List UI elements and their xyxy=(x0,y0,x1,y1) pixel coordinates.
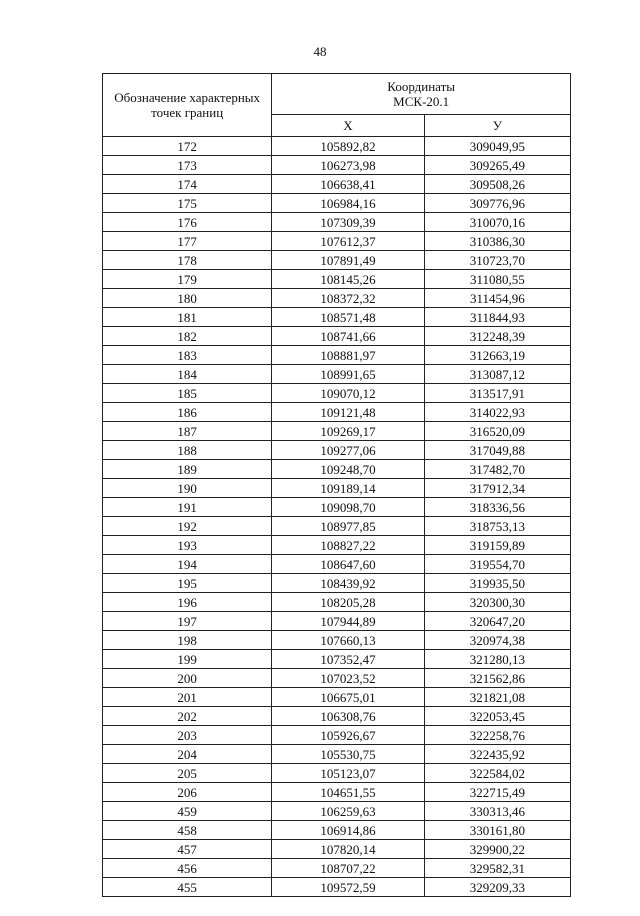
table-row xyxy=(103,840,571,859)
x-coordinate-cell: 108372,32 xyxy=(272,289,424,308)
point-number-cell: 195 xyxy=(103,574,272,593)
point-number-cell: 174 xyxy=(103,175,272,194)
x-coordinate-cell: 107612,37 xyxy=(272,232,424,251)
table-row xyxy=(103,764,571,783)
x-coordinate-cell: 106259,63 xyxy=(272,802,424,821)
point-number-cell: 204 xyxy=(103,745,272,764)
table-row xyxy=(103,574,571,593)
table-row xyxy=(103,213,571,232)
point-number-cell: 457 xyxy=(103,840,272,859)
x-coordinate-cell: 109098,70 xyxy=(272,498,424,517)
header-coordinates-title: Координаты xyxy=(387,78,456,94)
header-y: У xyxy=(424,114,570,136)
y-coordinate-cell: 322053,45 xyxy=(424,707,570,726)
table-row xyxy=(103,612,571,631)
table-row xyxy=(103,346,571,365)
table-row xyxy=(103,156,571,175)
y-coordinate-cell: 329900,22 xyxy=(424,840,570,859)
y-coordinate-cell: 322584,02 xyxy=(424,764,570,783)
table-row xyxy=(103,175,571,194)
point-number-cell: 173 xyxy=(103,156,272,175)
table-row xyxy=(103,384,571,403)
point-number-cell: 183 xyxy=(103,346,272,365)
y-coordinate-cell: 330161,80 xyxy=(424,821,570,840)
table-row xyxy=(103,878,571,897)
y-coordinate-cell: 319554,70 xyxy=(424,555,570,574)
y-coordinate-cell: 317912,34 xyxy=(424,479,570,498)
y-coordinate-cell: 329209,33 xyxy=(424,878,570,897)
x-coordinate-cell: 108439,92 xyxy=(272,574,424,593)
x-coordinate-cell: 109189,14 xyxy=(272,479,424,498)
y-coordinate-cell: 330313,46 xyxy=(424,802,570,821)
point-number-cell: 200 xyxy=(103,669,272,688)
header-coordinates xyxy=(272,74,571,115)
x-coordinate-cell: 105926,67 xyxy=(272,726,424,745)
point-number-cell: 187 xyxy=(103,422,272,441)
table-row xyxy=(103,479,571,498)
table-row xyxy=(103,707,571,726)
point-number-cell: 206 xyxy=(103,783,272,802)
x-coordinate-cell: 108145,26 xyxy=(272,270,424,289)
y-coordinate-cell: 313517,91 xyxy=(424,384,570,403)
y-coordinate-cell: 319159,89 xyxy=(424,536,570,555)
header-point-designation: Обозначение характерных точек границ xyxy=(103,74,272,137)
table-row xyxy=(103,270,571,289)
point-number-cell: 172 xyxy=(103,137,272,156)
coordinates-table xyxy=(102,73,571,897)
y-coordinate-cell: 317482,70 xyxy=(424,460,570,479)
x-coordinate-cell: 106914,86 xyxy=(272,821,424,840)
table-row xyxy=(103,631,571,650)
x-coordinate-cell: 106675,01 xyxy=(272,688,424,707)
table-row xyxy=(103,422,571,441)
x-coordinate-cell: 108741,66 xyxy=(272,327,424,346)
table-row xyxy=(103,726,571,745)
x-coordinate-cell: 107944,89 xyxy=(272,612,424,631)
point-number-cell: 186 xyxy=(103,403,272,422)
table-row xyxy=(103,194,571,213)
x-coordinate-cell: 108977,85 xyxy=(272,517,424,536)
y-coordinate-cell: 312248,39 xyxy=(424,327,570,346)
y-coordinate-cell: 321821,08 xyxy=(424,688,570,707)
x-coordinate-cell: 106984,16 xyxy=(272,194,424,213)
x-coordinate-cell: 105530,75 xyxy=(272,745,424,764)
x-coordinate-cell: 107660,13 xyxy=(272,631,424,650)
x-coordinate-cell: 108991,65 xyxy=(272,365,424,384)
table-row xyxy=(103,517,571,536)
table-row xyxy=(103,669,571,688)
x-coordinate-cell: 106273,98 xyxy=(272,156,424,175)
y-coordinate-cell: 314022,93 xyxy=(424,403,570,422)
x-coordinate-cell: 109248,70 xyxy=(272,460,424,479)
point-number-cell: 177 xyxy=(103,232,272,251)
y-coordinate-cell: 309265,49 xyxy=(424,156,570,175)
point-number-cell: 456 xyxy=(103,859,272,878)
x-coordinate-cell: 108571,48 xyxy=(272,308,424,327)
x-coordinate-cell: 108647,60 xyxy=(272,555,424,574)
table-row xyxy=(103,783,571,802)
y-coordinate-cell: 310070,16 xyxy=(424,213,570,232)
point-number-cell: 201 xyxy=(103,688,272,707)
x-coordinate-cell: 109269,17 xyxy=(272,422,424,441)
table-row xyxy=(103,650,571,669)
point-number-cell: 175 xyxy=(103,194,272,213)
y-coordinate-cell: 320647,20 xyxy=(424,612,570,631)
point-number-cell: 203 xyxy=(103,726,272,745)
table-row xyxy=(103,327,571,346)
table-row xyxy=(103,536,571,555)
header-coordinate-system: МСК-20.1 xyxy=(393,93,450,109)
x-coordinate-cell: 108827,22 xyxy=(272,536,424,555)
point-number-cell: 180 xyxy=(103,289,272,308)
table-row xyxy=(103,859,571,878)
y-coordinate-cell: 321280,13 xyxy=(424,650,570,669)
table-row xyxy=(103,365,571,384)
y-coordinate-cell: 322715,49 xyxy=(424,783,570,802)
page-number: 48 xyxy=(313,44,327,59)
table-row xyxy=(103,137,571,156)
table-row xyxy=(103,745,571,764)
point-number-cell: 197 xyxy=(103,612,272,631)
table-header xyxy=(103,74,571,137)
y-coordinate-cell: 311080,55 xyxy=(424,270,570,289)
x-coordinate-cell: 107023,52 xyxy=(272,669,424,688)
point-number-cell: 190 xyxy=(103,479,272,498)
x-coordinate-cell: 104651,55 xyxy=(272,783,424,802)
point-number-cell: 205 xyxy=(103,764,272,783)
table-row xyxy=(103,232,571,251)
y-coordinate-cell: 309508,26 xyxy=(424,175,570,194)
y-coordinate-cell: 309776,96 xyxy=(424,194,570,213)
point-number-cell: 458 xyxy=(103,821,272,840)
table-row xyxy=(103,555,571,574)
y-coordinate-cell: 322435,92 xyxy=(424,745,570,764)
y-coordinate-cell: 317049,88 xyxy=(424,441,570,460)
table-row xyxy=(103,251,571,270)
y-coordinate-cell: 313087,12 xyxy=(424,365,570,384)
point-number-cell: 202 xyxy=(103,707,272,726)
y-coordinate-cell: 329582,31 xyxy=(424,859,570,878)
table-row xyxy=(103,802,571,821)
table-row xyxy=(103,289,571,308)
table-row xyxy=(103,498,571,517)
table-row xyxy=(103,308,571,327)
point-number-cell: 199 xyxy=(103,650,272,669)
y-coordinate-cell: 312663,19 xyxy=(424,346,570,365)
point-number-cell: 196 xyxy=(103,593,272,612)
point-number-cell: 193 xyxy=(103,536,272,555)
x-coordinate-cell: 108707,22 xyxy=(272,859,424,878)
point-number-cell: 185 xyxy=(103,384,272,403)
y-coordinate-cell: 322258,76 xyxy=(424,726,570,745)
y-coordinate-cell: 321562,86 xyxy=(424,669,570,688)
header-x: X xyxy=(272,114,424,136)
point-number-cell: 194 xyxy=(103,555,272,574)
x-coordinate-cell: 107891,49 xyxy=(272,251,424,270)
x-coordinate-cell: 109070,12 xyxy=(272,384,424,403)
x-coordinate-cell: 105123,07 xyxy=(272,764,424,783)
x-coordinate-cell: 107820,14 xyxy=(272,840,424,859)
point-number-cell: 189 xyxy=(103,460,272,479)
x-coordinate-cell: 108205,28 xyxy=(272,593,424,612)
point-number-cell: 192 xyxy=(103,517,272,536)
y-coordinate-cell: 310723,70 xyxy=(424,251,570,270)
point-number-cell: 182 xyxy=(103,327,272,346)
x-coordinate-cell: 105892,82 xyxy=(272,137,424,156)
point-number-cell: 178 xyxy=(103,251,272,270)
point-number-cell: 181 xyxy=(103,308,272,327)
point-number-cell: 176 xyxy=(103,213,272,232)
y-coordinate-cell: 320300,30 xyxy=(424,593,570,612)
table-row xyxy=(103,593,571,612)
y-coordinate-cell: 309049,95 xyxy=(424,137,570,156)
point-number-cell: 188 xyxy=(103,441,272,460)
table-row xyxy=(103,460,571,479)
x-coordinate-cell: 109572,59 xyxy=(272,878,424,897)
point-number-cell: 191 xyxy=(103,498,272,517)
y-coordinate-cell: 318336,56 xyxy=(424,498,570,517)
table-row xyxy=(103,441,571,460)
x-coordinate-cell: 106638,41 xyxy=(272,175,424,194)
x-coordinate-cell: 109277,06 xyxy=(272,441,424,460)
point-number-cell: 459 xyxy=(103,802,272,821)
y-coordinate-cell: 319935,50 xyxy=(424,574,570,593)
x-coordinate-cell: 107352,47 xyxy=(272,650,424,669)
y-coordinate-cell: 316520,09 xyxy=(424,422,570,441)
x-coordinate-cell: 109121,48 xyxy=(272,403,424,422)
x-coordinate-cell: 107309,39 xyxy=(272,213,424,232)
point-number-cell: 179 xyxy=(103,270,272,289)
table-row xyxy=(103,821,571,840)
x-coordinate-cell: 106308,76 xyxy=(272,707,424,726)
y-coordinate-cell: 311454,96 xyxy=(424,289,570,308)
table-row xyxy=(103,403,571,422)
point-number-cell: 455 xyxy=(103,878,272,897)
table-row xyxy=(103,688,571,707)
point-number-cell: 198 xyxy=(103,631,272,650)
y-coordinate-cell: 318753,13 xyxy=(424,517,570,536)
point-number-cell: 184 xyxy=(103,365,272,384)
y-coordinate-cell: 320974,38 xyxy=(424,631,570,650)
y-coordinate-cell: 310386,30 xyxy=(424,232,570,251)
x-coordinate-cell: 108881,97 xyxy=(272,346,424,365)
table-body xyxy=(103,137,571,897)
y-coordinate-cell: 311844,93 xyxy=(424,308,570,327)
